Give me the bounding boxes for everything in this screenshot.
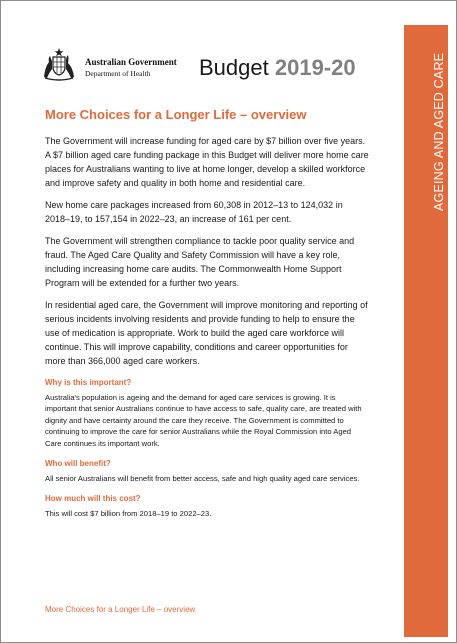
section-text-who: All senior Australians will benefit from better access, safe and high quality aged care services. <box>45 474 360 484</box>
section-heading-cost: How much will this cost? <box>45 494 141 504</box>
government-name: Australian Government <box>85 57 177 67</box>
body-paragraph: In residential aged care, the Government will improve monitoring and reporting of serious incidents involving residents and provide funding to help to ensure the use of medication is appropriate. Work to build the aged care workforce will continue. This will improve capability, conditions and career opportunities for more than 366,000 aged care workers. <box>45 300 368 366</box>
section-heading-why: Why is this important? <box>45 378 132 387</box>
budget-year: 2019-20 <box>274 55 356 80</box>
section-text-cost: This will cost $7 billion from 2018–19 to 2022–23. <box>45 509 212 519</box>
budget-title <box>199 55 356 81</box>
coat-of-arms-icon <box>41 47 77 81</box>
section-side-band <box>404 25 448 637</box>
department-name: Department of Health <box>85 69 151 78</box>
section-heading-who: Who will benefit? <box>45 459 111 469</box>
section-side-label: AGEING AND AGED CARE <box>432 52 446 211</box>
budget-word: Budget <box>199 55 269 80</box>
body-paragraph: The Government will increase funding for aged care by $7 billion over five years. A $7 billion aged care funding package in this Budget will deliver more home care places for Australians wanting to live at home longer, develop a skilled workforce and improve safety and quality in both home and residential care. <box>45 136 369 188</box>
section-text-why: Australia's population is ageing and the demand for aged care services is growing. It is important that senior Australians continue to have access to safe, quality care, are treated with dignity and have certainty around the care they receive. The Government is committed to continuing to improve the care for senior Australians while the Royal Commission into Aged Care continues its important work. <box>45 393 362 448</box>
page-header <box>41 45 386 91</box>
page-footer: More Choices for a Longer Life – overview <box>45 605 196 614</box>
page-title: More Choices for a Longer Life – overview <box>45 107 307 122</box>
main-content <box>45 107 369 526</box>
body-paragraph: New home care packages increased from 60,308 in 2012–13 to 124,032 in 2018–19, to 157,154 in 2022–23, an increase of 161 per cent. <box>45 200 343 224</box>
body-paragraph: The Government will strengthen compliance to tackle poor quality service and fraud. The Aged Care Quality and Safety Commission will have a key role, including increasing home care audits. The Commonwealth Home Support Program will be extended for a further two years. <box>45 236 355 288</box>
